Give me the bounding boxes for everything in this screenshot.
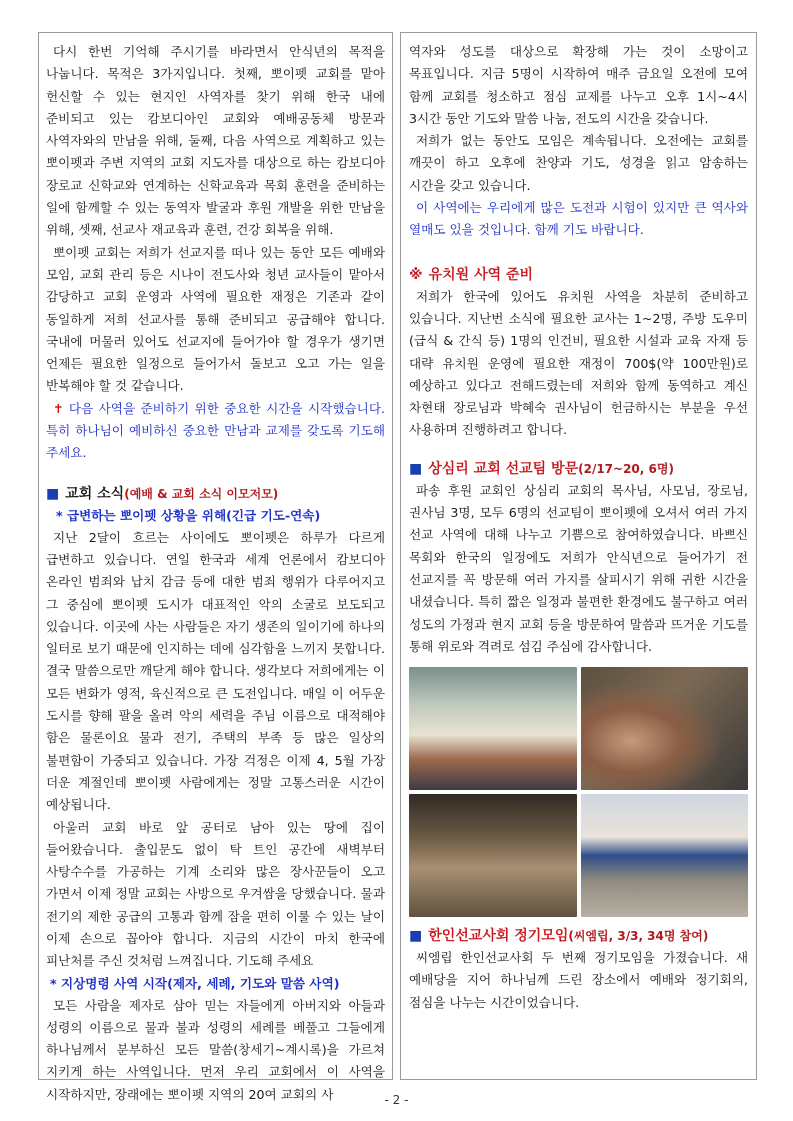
kindergarten-paragraph: 저희가 한국에 있어도 유치원 사역을 차분히 준비하고 있습니다. 지난번 소식에 필요한 교사는 1~2명, 주방 도우미(급식 & 간식 등) 1명의 인건비, 필요한 시설과 교육 자재 등 대략 유치원 운영에 필요한 재정이 700$(약 100만원)로 예상하고 있다고 전해드렸는데 저희와 함께 동역하고 계신 차현태 장로님과 박혜숙 권사님이 헌금하시는 부분을 우선 사용하며 진행하려고 합니다. — [409, 288, 748, 438]
missionary-meeting-paragraph: 씨엠립 한인선교사회 두 번째 정기모임을 가졌습니다. 새 예배당을 지어 하나님께 드린 장소에서 예배와 정기회의, 점심을 나누는 시간이었습니다. — [409, 950, 748, 1010]
section-subtitle: (2/17~20, 6명) — [578, 461, 674, 476]
square-bullet-icon: ■ — [46, 485, 60, 502]
mission-team-heading — [409, 458, 748, 480]
section-church-news-heading — [46, 483, 385, 505]
prayer-request-paragraph — [46, 398, 385, 465]
missionary-meeting-heading — [409, 925, 748, 947]
meeting-continues-paragraph: 저희가 없는 동안도 모임은 계속됩니다. 오전에는 교회를 깨끗이 하고 오후에 찬양과 기도, 성경을 읽고 암송하는 시간을 갖고 있습니다. — [409, 133, 748, 193]
reference-mark-icon: ※ — [409, 266, 423, 283]
square-bullet-icon: ■ — [409, 928, 423, 945]
photo-home-meeting — [409, 794, 577, 917]
photo-grid — [409, 667, 748, 917]
ministry-continuation-paragraph: 역자와 성도를 대상으로 확장해 가는 것이 소망이고 목표입니다. 지금 5명이 시작하여 매주 금요일 오전에 모여 함께 교회를 청소하고 점심 교제를 나누고 오후 1시~4시 3시간 동안 기도와 말씀 나눔, 전도의 시간을 갖습니다. — [409, 44, 748, 126]
urgent-prayer-subheading: * 급변하는 뽀이펫 상황을 위해(긴급 기도-연속) — [56, 507, 321, 523]
section-title: 유치원 사역 준비 — [428, 266, 534, 283]
kindergarten-heading — [409, 264, 748, 286]
mission-team-paragraph: 파송 후원 교회인 상심리 교회의 목사님, 사모님, 장로님, 권사님 3명, 모두 6명의 선교팀이 뽀이펫에 오셔서 여러 가지 선교 사역에 대해 나누고 기쁨으로 참여하였습니다. 바쁘신 목회와 한국의 일정에도 저희가 안식년으로 들어가기 전 선교지를 꼭 방문해 여러 가지를 살피시기 위해 귀한 시간을 내셨습니다. 특히 짧은 일정과 불편한 환경에도 불구하고 여러 성도의 가정과 현지 교회 등을 방문하여 말씀과 뜨거운 기도를 통해 위로와 격려로 섬김 주심에 감사합니다. — [409, 482, 748, 654]
section-title: 교회 소식 — [65, 485, 125, 502]
great-commission-paragraph: 모든 사람을 제자로 삼아 믿는 자들에게 아버지와 아들과 성령의 이름으로 물과 불과 성령의 세례를 베풀고 그들에게 하나님께서 분부하신 모든 말씀(창세기~계시록)을 가르쳐 지키게 하는 사역입니다. 먼저 우리 교회에서 이 사역을 시작하지만, 장래에는 뽀이펫 지역의 20여 교회의 사 — [46, 997, 385, 1102]
section-title: 상심리 교회 선교팀 방문 — [428, 460, 579, 477]
right-column — [400, 32, 757, 1080]
section-subtitle: (씨엠립, 3/3, 34명 참여) — [568, 929, 709, 944]
challenge-prayer-paragraph: 이 사역에는 우리에게 많은 도전과 시험이 있지만 큰 역사와 열매도 있을 것입니다. 함께 기도 바랍니다. — [409, 200, 748, 238]
neighborhood-paragraph: 아울러 교회 바로 앞 공터로 남아 있는 땅에 집이 들어왔습니다. 출입문도 없이 탁 트인 공간에 새벽부터 사탕수수를 가공하는 기계 소리와 많은 장사꾼들이 오고 가면서 이제 정말 교회는 사방으로 우겨쌈을 당했습니다. 물과 전기의 제한 공급의 고통과 함께 잠을 편히 이룰 수 있는 날이 이제 손으로 꼽아야 합니다. 지금의 시간이 마치 한국에 피난처를 주신 것처럼 느껴집니다. 기도해 주세요 — [46, 819, 385, 969]
photo-prayer-visit — [581, 667, 749, 790]
left-column — [38, 32, 393, 1102]
situation-paragraph: 지난 2달이 흐르는 사이에도 뽀이펫은 하루가 다르게 급변하고 있습니다. 연일 한국과 세계 언론에서 캄보디아 온라인 범죄와 납치 감금 등에 대한 범죄 행위가 다루어지고 그 중심에 뽀이펫 도시가 대표적인 악의 소굴로 보도되고 있습니다. 이곳에 사는 사람들은 자기 생존의 일이기에 하나의 일터로 보기 때문에 인지하는 데에 심각함을 느끼지 못합니다. 결국 말씀으로만 깨닫게 해야 합니다. 생각보다 저희에게는 이 모든 변화가 영적, 육신적으로 큰 도전입니다. 매일 이 어두운 도시를 향해 팔을 올려 악의 세력을 주님 이름으로 대적해야 함은 물론이요 물과 전기, 주택의 부족 등 많은 일상의 불편함이 가중되고 있습니다. 가장 걱정은 이제 4, 5월 가장 더운 계절인데 뽀이펫 사람에게는 정말 고통스러운 시간이 예상됩니다. — [46, 529, 385, 813]
cross-icon: ✝ — [53, 400, 64, 416]
prayer-request-text: 다음 사역을 준비하기 위한 중요한 시간을 시작했습니다. 특히 하나님이 예비하신 중요한 만남과 교제를 갖도록 기도해 주세요. — [46, 400, 385, 461]
purpose-paragraph: 다시 한번 기억해 주시기를 바라면서 안식년의 목적을 나눕니다. 목적은 3가지입니다. 첫째, 뽀이펫 교회를 맡아 헌신할 수 있는 현지인 사역자를 찾기 위해 한국 내에 준비되고 있는 캄보디아인 교회와 예배공동체 방문과 사역자와의 만남을 위해, 둘째, 다음 사역으로 계획하고 있는 뽀이펫과 주변 지역의 교회 지도자를 대상으로 하는 캄보디아 장로교 신학교와 연계하는 신학교육과 목회 훈련을 준비하는 일에 함께할 수 있는 동역자 발굴과 후원 개발을 위한 만남을 위해, 셋째, 선교사 재교육과 훈련, 건강 회복을 위해. — [46, 44, 385, 238]
page-number: - 2 - — [384, 1093, 409, 1107]
square-bullet-icon: ■ — [409, 460, 423, 477]
photo-church-gathering — [409, 667, 577, 790]
photo-street-visit — [581, 794, 749, 917]
church-management-paragraph: 뽀이펫 교회는 저희가 선교지를 떠나 있는 동안 모든 예배와 모임, 교회 관리 등은 시나이 전도사와 청년 교사들이 맡아서 감당하고 교회 운영과 사역에 필요한 재정은 기존과 같이 동일하게 저희 선교사를 통해 준비되고 공급해야 합니다. 국내에 머물러 있어도 선교지에 들어가야 할 경우가 생기면 언제든 필요한 일정으로 들어가서 돌보고 오고 가는 일을 반복해야 할 것 같습니다. — [46, 244, 385, 394]
section-title: 한인선교사회 정기모임 — [428, 928, 569, 945]
section-subtitle: (예배 & 교회 소식 이모저모) — [124, 486, 279, 501]
great-commission-subheading: * 지상명령 사역 시작(제자, 세례, 기도와 말씀 사역) — [50, 975, 340, 991]
